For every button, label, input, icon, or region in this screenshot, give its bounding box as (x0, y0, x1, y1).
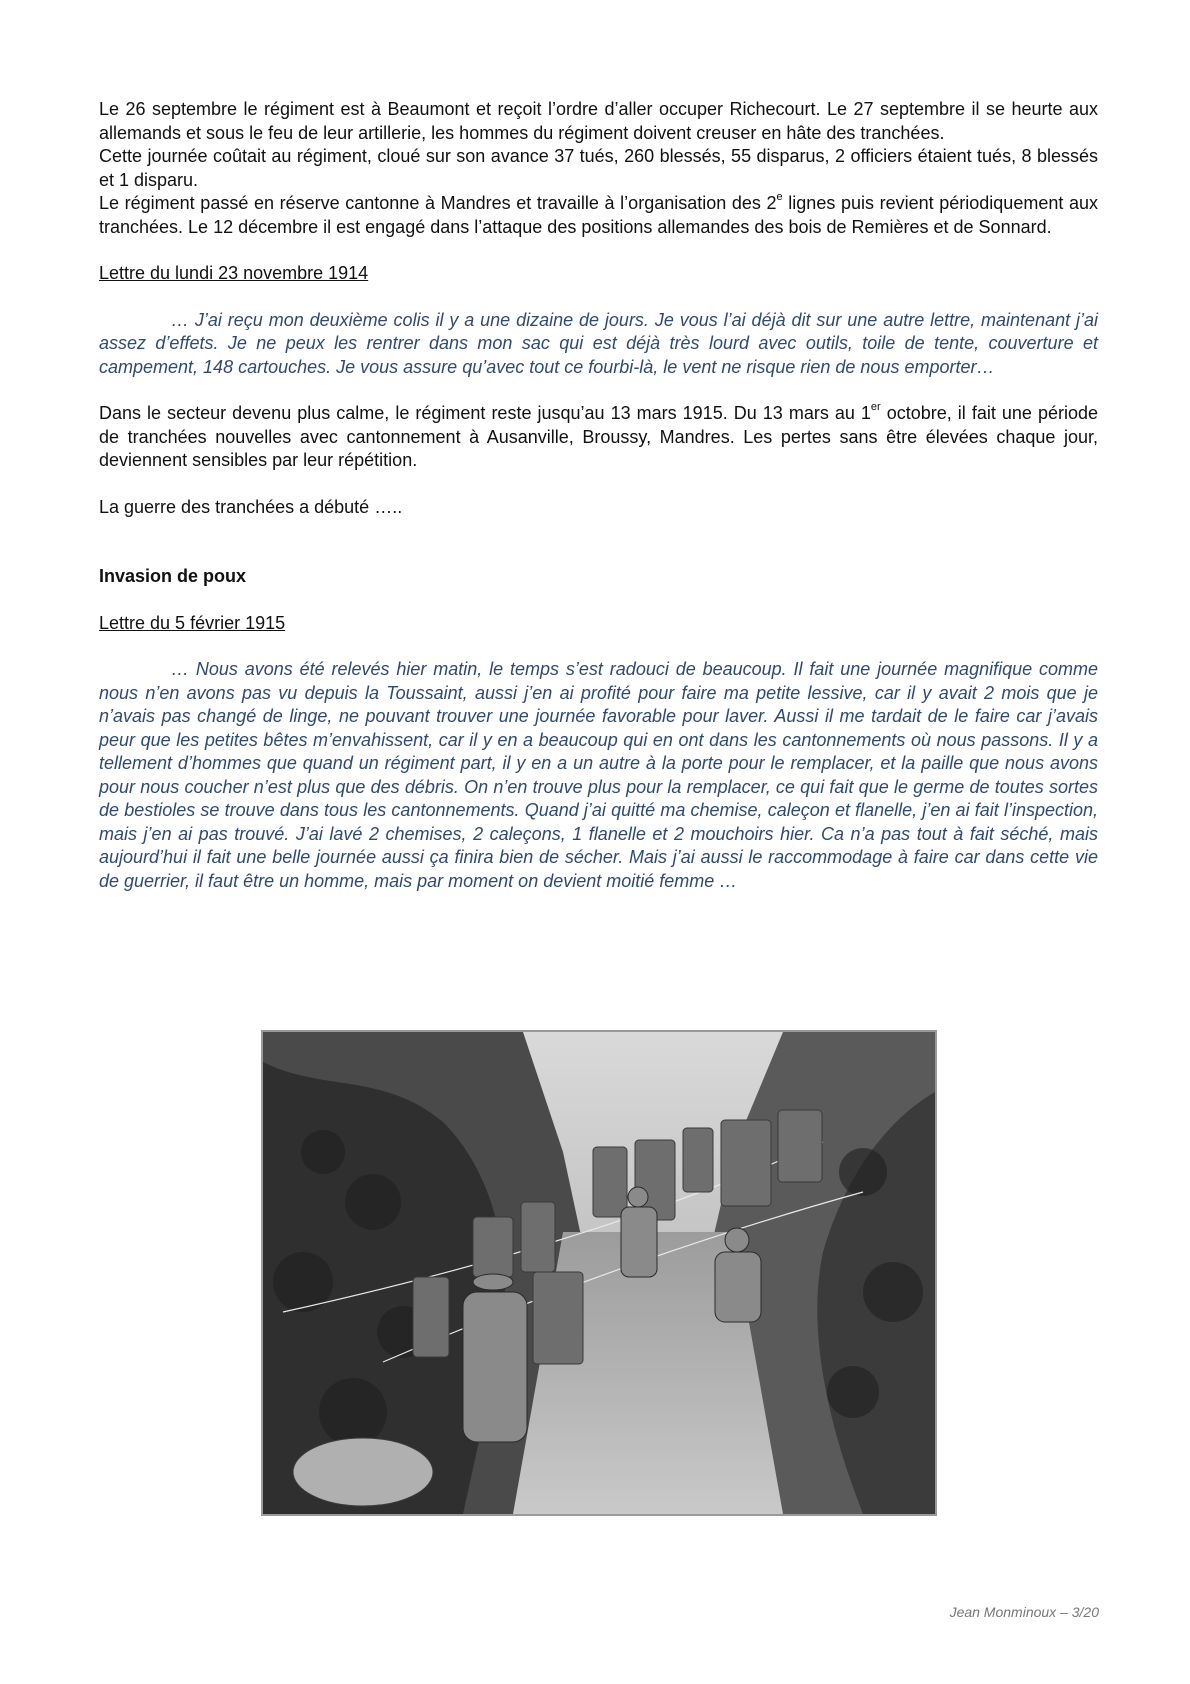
intro-paragraph-1: Le 26 septembre le régiment est à Beaumont et reçoit l’ordre d’aller occuper Richecourt. Le 27 septembre il se heurte aux allemands et sous le feu de leur artillerie, les hommes du régiment doivent creuser en hâte des tranchées. (99, 99, 1098, 143)
middle-paragraph-1-text-b: octobre, il fait une période de tranchées nouvelles avec cantonnement à Ausanville, Broussy, Mandres. Les pertes sans être élevées chaque jour, deviennent sensibles par leur répétition. (99, 403, 1098, 470)
document-body (99, 98, 1098, 893)
middle-paragraph-2: La guerre des tranchées a débuté ….. (99, 496, 403, 517)
page-footer: Jean Monminoux – 3/20 (949, 1604, 1099, 1620)
middle-paragraph-1-text-a: Dans le secteur devenu plus calme, le régiment reste jusqu’au 13 mars 1915. Du 13 mars au 1 (99, 403, 871, 423)
intro-paragraph-3-text-a: Le régiment passé en réserve cantonne à Mandres et travaille à l’organisation des 2 (99, 193, 777, 213)
letter-1-text: … J’ai reçu mon deuxième colis il y a une dizaine de jours. Je vous l’ai déjà dit sur une autre lettre, maintenant j’ai assez d’effets. Je ne peux les rentrer dans mon sac qui est déjà très lourd avec outils, toile de tente, couverture et campement, 148 cartouches. Je vous assure qu’avec tout ce fourbi-là, le vent ne risque rien de nous emporter… (99, 309, 1098, 377)
intro-paragraph-3-text-b: lignes puis revient périodiquement aux tranchées. Le 12 décembre il est engagé dans l’attaque des positions allemandes des bois de Remières et de Sonnard. (99, 193, 1098, 237)
letter-1-heading: Lettre du lundi 23 novembre 1914 (99, 263, 369, 283)
letter-2-heading: Lettre du 5 février 1915 (99, 612, 286, 633)
superscript: e (776, 191, 783, 203)
trench-photograph (261, 1030, 937, 1516)
superscript: er (870, 401, 881, 413)
letter-2-text: … Nous avons été relevés hier matin, le temps s’est radouci de beaucoup. Il fait une journée magnifique comme nous n’en avons pas vu depuis la Toussaint, aussi j’en ai profité pour faire ma petite lessive, car il y avait 2 mois que je n’avais pas changé de linge, ne pouvant trouver une journée favorable pour laver. Aussi il me tardait de le faire car j’avais peur que les petites bêtes m’envahissent, car il y en a beaucoup qui en ont dans les cantonnements où nous passons. Il y a tellement d’hommes que quand un régiment part, il y en a un autre à la porte pour le remplacer, et la paille que nous avons pour nous coucher n’est plus que des débris. On n’en trouve plus pour la remplacer, ce qui fait que le germe de toutes sortes de bestioles se trouve dans tous les cantonnements. Quand j’ai quitté ma chemise, caleçon et flanelle, j’en ai fait l’inspection, mais j’en ai pas trouvé. J’ai lavé 2 chemises, 2 caleçons, 1 flanelle et 2 mouchoirs hier. Ca n’a pas tout à fait séché, mais aujourd’hui il fait une belle journée aussi ça finira bien de sécher. Mais j’ai aussi le raccommodage à faire car dans cette vie de guerrier, il faut être un homme, mais par moment on devient moitié femme … (99, 659, 1098, 891)
middle-paragraph-1 (99, 402, 1098, 473)
intro-paragraph-2: Cette journée coûtait au régiment, cloué sur son avance 37 tués, 260 blessés, 55 disparus, 2 officiers étaient tués, 8 blessés et 1 disparu. (99, 146, 1098, 190)
intro-paragraph-3 (99, 192, 1098, 239)
section-title: Invasion de poux (99, 566, 247, 586)
